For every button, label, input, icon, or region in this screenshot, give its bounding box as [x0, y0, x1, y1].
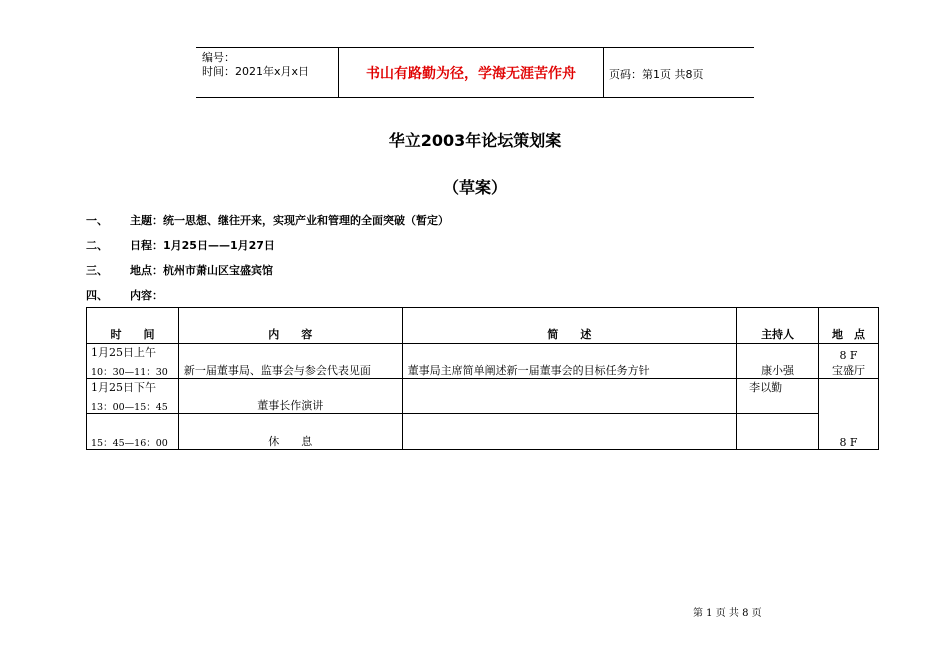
header-motto: 书山有路勤为径，学海无涯苦作舟: [338, 48, 604, 97]
section-text: 地点：杭州市萧山区宝盛宾馆: [130, 264, 273, 277]
section-number: 三、: [86, 264, 108, 277]
place-floor: 8 F: [839, 349, 858, 362]
table-row: [87, 414, 879, 450]
date-text: 1月25日上午: [91, 346, 156, 359]
column-header-description: 简 述: [402, 308, 737, 344]
content-cell: 休 息: [178, 414, 402, 450]
host-cell: 李以勤: [737, 379, 819, 414]
time-cell: [87, 344, 179, 379]
table-row: [87, 379, 879, 414]
place-cell: 8 F: [819, 379, 879, 450]
code-label: 编号：: [202, 51, 235, 64]
host-cell: [737, 414, 819, 450]
document-title: 华立2003年论坛策划案: [388, 131, 562, 150]
content-cell: 董事长作演讲: [178, 379, 402, 414]
column-header-place: 地 点: [819, 308, 879, 344]
time-range-text: 13：00—15：45: [91, 402, 168, 413]
column-header-content: 内 容: [178, 308, 402, 344]
table-header-row: [87, 308, 879, 344]
section-item-2: [86, 237, 275, 253]
time-cell: [87, 379, 179, 414]
time-cell: 15：45—16：00: [87, 414, 179, 450]
place-hall: 宝盛厅: [832, 364, 865, 377]
table-row: [87, 344, 879, 379]
description-cell: [402, 379, 737, 414]
page-header: [196, 47, 754, 98]
section-number: 四、: [86, 289, 108, 302]
section-number: 一、: [86, 214, 108, 227]
section-text: 内容：: [130, 289, 163, 302]
header-meta: [202, 51, 309, 79]
section-item-3: [86, 262, 273, 278]
time-range-text: 10：30—11：30: [91, 367, 168, 378]
date-text: 1月25日下午: [91, 381, 156, 394]
document-subtitle: （草案）: [442, 178, 507, 197]
place-cell: [819, 344, 879, 379]
description-cell: 董事局主席简单阐述新一届董事会的目标任务方针: [402, 344, 737, 379]
page-footer: 第 1 页 共 8 页: [693, 608, 762, 619]
section-text: 主题：统一思想、继往开来，实现产业和管理的全面突破（暂定）: [130, 214, 449, 227]
header-page-info: 页码：第1页 共8页: [609, 68, 704, 81]
time-label: 时间：2021年x月x日: [202, 65, 310, 78]
section-item-1: [86, 212, 449, 228]
content-cell: 新一届董事局、监事会与参会代表见面: [178, 344, 402, 379]
column-header-host: 主持人: [737, 308, 819, 344]
column-header-time: 时 间: [87, 308, 179, 344]
description-cell: [402, 414, 737, 450]
section-number: 二、: [86, 239, 108, 252]
host-cell: 康小强: [737, 344, 819, 379]
section-text: 日程：1月25日——1月27日: [130, 239, 275, 252]
schedule-table: [86, 307, 879, 450]
section-item-4: [86, 287, 163, 303]
